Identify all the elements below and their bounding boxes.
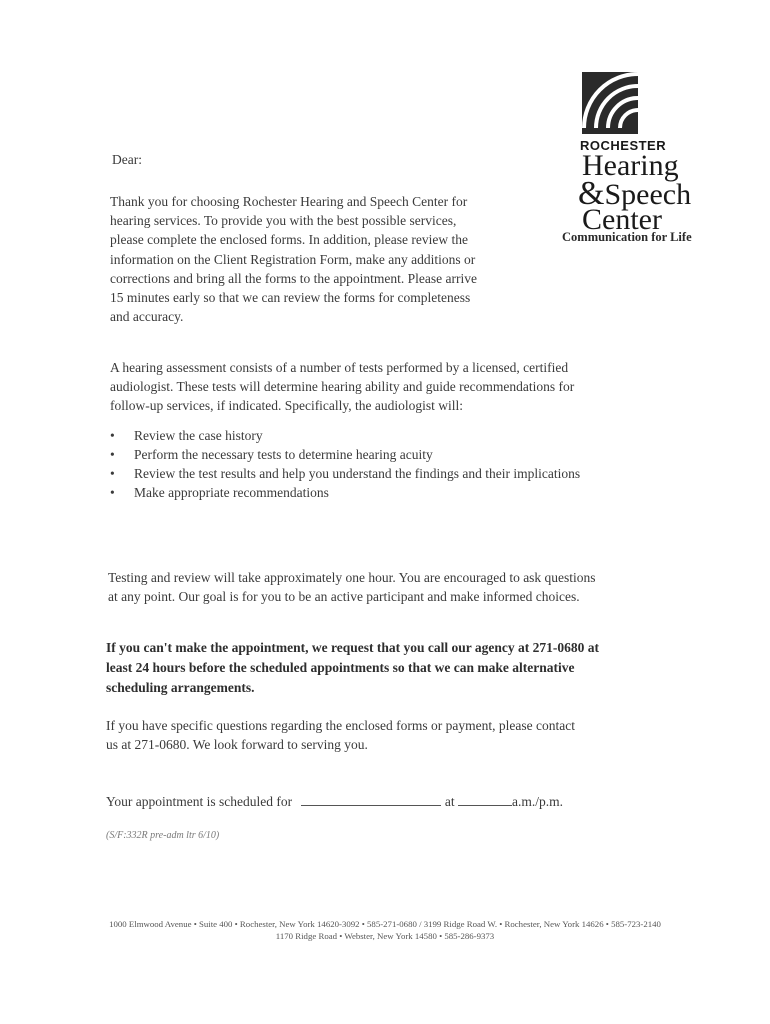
appointment-prefix: Your appointment is scheduled for (106, 794, 293, 809)
logo-ampersand: & (578, 175, 605, 212)
appointment-at-text: at (444, 794, 455, 809)
bullet-icon: • (110, 466, 115, 481)
logo-center-text: Center (582, 203, 662, 236)
assessment-paragraph: A hearing assessment consists of a number of tests performed by a licensed, certified audiologist. These tests will determine hearing ability and guide recommendations for follow-up services, if indicated. Specifically, the audiologist will: (110, 360, 575, 414)
intro-paragraph: Thank you for choosing Rochester Hearing and Speech Center for hearing services. To provide you with the best possible services, please complete the enclosed forms. In addition, please review the information on the Client Registration Form, make any additions or corrections and bring all the forms to the appointment. Please arrive 15 minutes early so that we can review the forms for completeness and accuracy. (110, 194, 478, 325)
audiologist-task-list (108, 426, 608, 502)
bullet-icon: • (110, 428, 115, 443)
list-item: • Review the test results and help you understand the findings and their implications (110, 466, 581, 481)
list-item: • Perform the necessary tests to determine hearing acuity (110, 447, 433, 462)
logo-hearing-text: Hearing (582, 149, 679, 182)
footer-line-1: 1000 Elmwood Avenue • Suite 400 • Rochester, New York 14620-3092 • 585-271-0680 / 3199 Ridge Road W. • Rochester, New York 14626 • 585-723-2140 (109, 919, 661, 929)
logo-wave-mark-icon (582, 72, 638, 134)
testing-paragraph: Testing and review will take approximately one hour. You are encouraged to ask questions at any point. Our goal is for you to be an active participant and make informed choices. (108, 570, 596, 605)
letter-greeting: Dear: (112, 152, 142, 167)
list-item: • Review the case history (110, 428, 263, 443)
form-code: (S/F:332R pre-adm ltr 6/10) (106, 830, 220, 841)
appointment-date-blank[interactable] (301, 793, 441, 806)
list-item: • Make appropriate recommendations (110, 485, 329, 500)
appointment-time-blank[interactable] (458, 793, 512, 806)
bullet-icon: • (110, 485, 115, 500)
appointment-suffix: a.m./p.m. (511, 794, 563, 809)
rhsc-logo (560, 70, 720, 250)
cancellation-notice: If you can't make the appointment, we request that you call our agency at 271-0680 at least 24 hours before the scheduled appointments so that we can make alternative scheduling arrangements. (106, 640, 599, 695)
logo-rochester-text: ROCHESTER (580, 138, 667, 153)
appointment-line (106, 792, 646, 811)
logo-speech-text: Speech (604, 178, 692, 211)
footer-line-2: 1170 Ridge Road • Webster, New York 14580 • 585-286-9373 (275, 931, 495, 941)
contact-paragraph: If you have specific questions regarding the enclosed forms or payment, please contact us at 271-0680. We look forward to serving you. (106, 718, 575, 753)
footer-address (40, 918, 730, 942)
logo-tagline: Communication for Life (562, 230, 692, 244)
bullet-icon: • (110, 447, 115, 462)
